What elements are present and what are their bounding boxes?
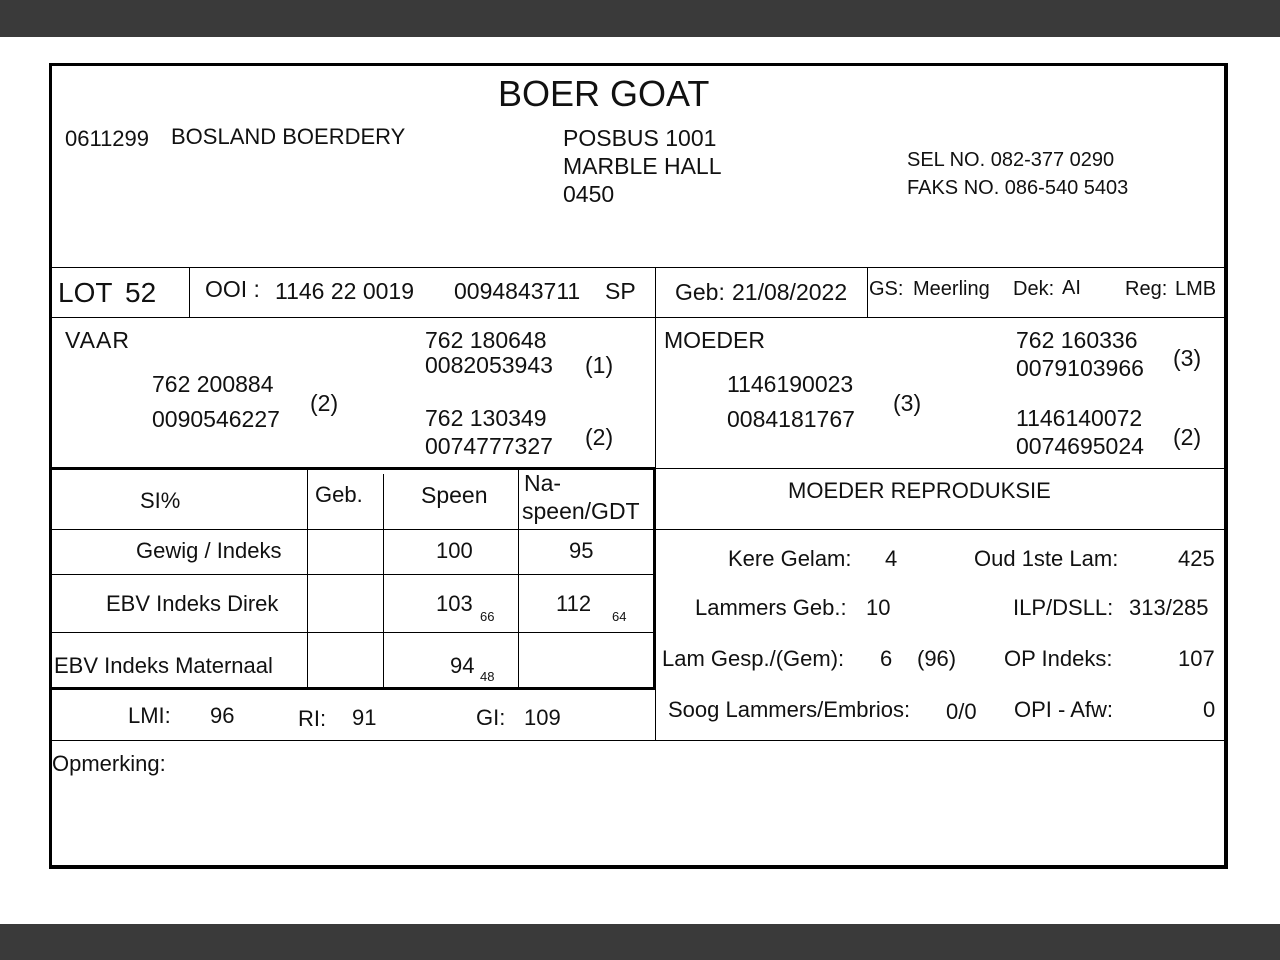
dam-label: MOEDER xyxy=(664,327,765,353)
divider-lot-vertical xyxy=(189,267,190,317)
divider-si-row1 xyxy=(52,574,656,575)
divider-si-right xyxy=(653,468,656,690)
row-weight-naspeen: 95 xyxy=(569,538,594,563)
op-index-value: 107 xyxy=(1178,646,1215,671)
lambs-born-label: Lammers Geb.: xyxy=(695,595,847,620)
dam-code: (3) xyxy=(893,390,922,416)
animal-grade: SP xyxy=(605,278,636,304)
remarks-label: Opmerking: xyxy=(52,751,166,776)
cell-number: SEL NO. 082-377 0290 xyxy=(907,149,1115,171)
divider-si-geb-col xyxy=(383,474,384,688)
si-header: SI% xyxy=(140,488,181,513)
page-title: BOER GOAT xyxy=(498,73,710,114)
lmi-label: LMI: xyxy=(128,703,171,728)
naspeen-header-line1: Na- xyxy=(524,470,562,496)
dam-dam-code: (2) xyxy=(1173,424,1202,450)
divider-pedigree-center xyxy=(655,317,656,467)
fax-number: FAKS NO. 086-540 5403 xyxy=(907,177,1129,199)
row-maternal-speen: 94 xyxy=(450,653,475,678)
row-weight-speen: 100 xyxy=(436,538,473,563)
divider-header-bottom xyxy=(52,267,1225,268)
divider-pedigree-bottom xyxy=(52,467,656,470)
dam-reg: 0084181767 xyxy=(727,406,855,432)
sire-dam-id: 762 130349 xyxy=(425,405,547,431)
sire-sire-reg: 0082053943 xyxy=(425,352,553,378)
sire-sire-id: 762 180648 xyxy=(425,327,547,353)
lambs-weaned-label: Lam Gesp./(Gem): xyxy=(662,646,845,671)
dam-sire-code: (3) xyxy=(1173,345,1202,371)
gi-label: GI: xyxy=(476,705,506,730)
divider-pedigree-bottom-right xyxy=(656,468,1225,469)
dam-dam-reg: 0074695024 xyxy=(1016,433,1144,459)
divider-si-label-col xyxy=(307,470,308,688)
bottom-frame-bar xyxy=(0,924,1280,960)
sire-sire-code: (1) xyxy=(585,352,614,378)
breeder-code: 0611299 xyxy=(65,126,150,151)
row-maternal-speen-sub: 48 xyxy=(480,669,495,684)
lot-number: 52 xyxy=(125,277,157,308)
lmi-value: 96 xyxy=(210,703,235,728)
ilp-label: ILP/DSLL: xyxy=(1013,595,1114,620)
sire-label: VAAR xyxy=(65,327,130,353)
birth-date: 21/08/2022 xyxy=(732,279,848,305)
divider-si-row2 xyxy=(52,632,656,633)
top-frame-bar xyxy=(0,0,1280,37)
geb-header: Geb. xyxy=(315,482,363,507)
row-direct-speen: 103 xyxy=(436,591,473,616)
sire-dam-reg: 0074777327 xyxy=(425,433,553,459)
reproduction-header: MOEDER REPRODUKSIE xyxy=(788,478,1051,503)
ri-value: 91 xyxy=(352,705,377,730)
sire-code: (2) xyxy=(310,390,339,416)
lambs-born-value: 10 xyxy=(866,595,891,620)
address-line-1: POSBUS 1001 xyxy=(563,125,717,151)
sire-reg: 0090546227 xyxy=(152,406,280,432)
suckle-value: 0/0 xyxy=(946,699,977,724)
gs-label: GS: xyxy=(869,278,904,300)
dam-sire-reg: 0079103966 xyxy=(1016,355,1144,381)
sire-id: 762 200884 xyxy=(152,371,274,397)
sire-dam-code: (2) xyxy=(585,424,614,450)
row-weight-label: Gewig / Indeks xyxy=(136,538,282,563)
lambs-weaned-value: 6 xyxy=(880,646,893,671)
dek-label: Dek: xyxy=(1013,278,1055,300)
divider-si-header xyxy=(52,529,1225,530)
dam-sire-id: 762 160336 xyxy=(1016,327,1138,353)
row-direct-naspeen: 112 xyxy=(556,591,592,616)
divider-indices-right xyxy=(655,690,656,740)
divider-si-bottom xyxy=(52,687,656,690)
divider-indices-bottom xyxy=(52,740,1225,741)
age-first-lamb-label: Oud 1ste Lam: xyxy=(974,546,1119,571)
lambs-weaned-avg: (96) xyxy=(917,646,957,671)
times-lambed-value: 4 xyxy=(885,546,898,571)
address-line-3: 0450 xyxy=(563,181,615,207)
breeder-name: BOSLAND BOERDERY xyxy=(171,124,406,149)
animal-id: 1146 22 0019 xyxy=(275,278,414,304)
gi-value: 109 xyxy=(524,705,561,730)
animal-reg: 0094843711 xyxy=(454,278,581,304)
row-maternal-label: EBV Indeks Maternaal xyxy=(54,653,273,678)
row-direct-speen-sub: 66 xyxy=(480,609,495,624)
suckle-label: Soog Lammers/Embrios: xyxy=(668,697,911,722)
dam-dam-id: 1146140072 xyxy=(1016,405,1143,431)
divider-si-speen-col xyxy=(518,470,519,688)
opi-label: OPI - Afw: xyxy=(1014,697,1114,722)
row-direct-naspeen-sub: 64 xyxy=(612,609,627,624)
birth-label: Geb: xyxy=(675,279,725,305)
naspeen-header-line2: speen/GDT xyxy=(522,498,640,524)
speen-header: Speen xyxy=(421,482,488,508)
row-direct-label: EBV Indeks Direk xyxy=(106,591,279,616)
reg-value: LMB xyxy=(1175,278,1217,300)
gs-value: Meerling xyxy=(913,278,990,300)
dek-value: AI xyxy=(1062,277,1081,299)
opi-value: 0 xyxy=(1203,697,1216,722)
lot-label: LOT xyxy=(58,277,113,308)
animal-prefix: OOI : xyxy=(205,276,260,302)
times-lambed-label: Kere Gelam: xyxy=(728,546,852,571)
dam-id: 1146190023 xyxy=(727,371,854,397)
ri-label: RI: xyxy=(298,706,327,731)
reg-label: Reg: xyxy=(1125,278,1168,300)
divider-geb-vertical xyxy=(655,267,656,317)
age-first-lamb-value: 425 xyxy=(1178,546,1215,571)
divider-gs-vertical xyxy=(867,267,868,317)
divider-lot-bottom xyxy=(52,317,1225,318)
ilp-value: 313/285 xyxy=(1129,595,1209,620)
op-index-label: OP Indeks: xyxy=(1004,646,1113,671)
address-line-2: MARBLE HALL xyxy=(563,153,722,179)
